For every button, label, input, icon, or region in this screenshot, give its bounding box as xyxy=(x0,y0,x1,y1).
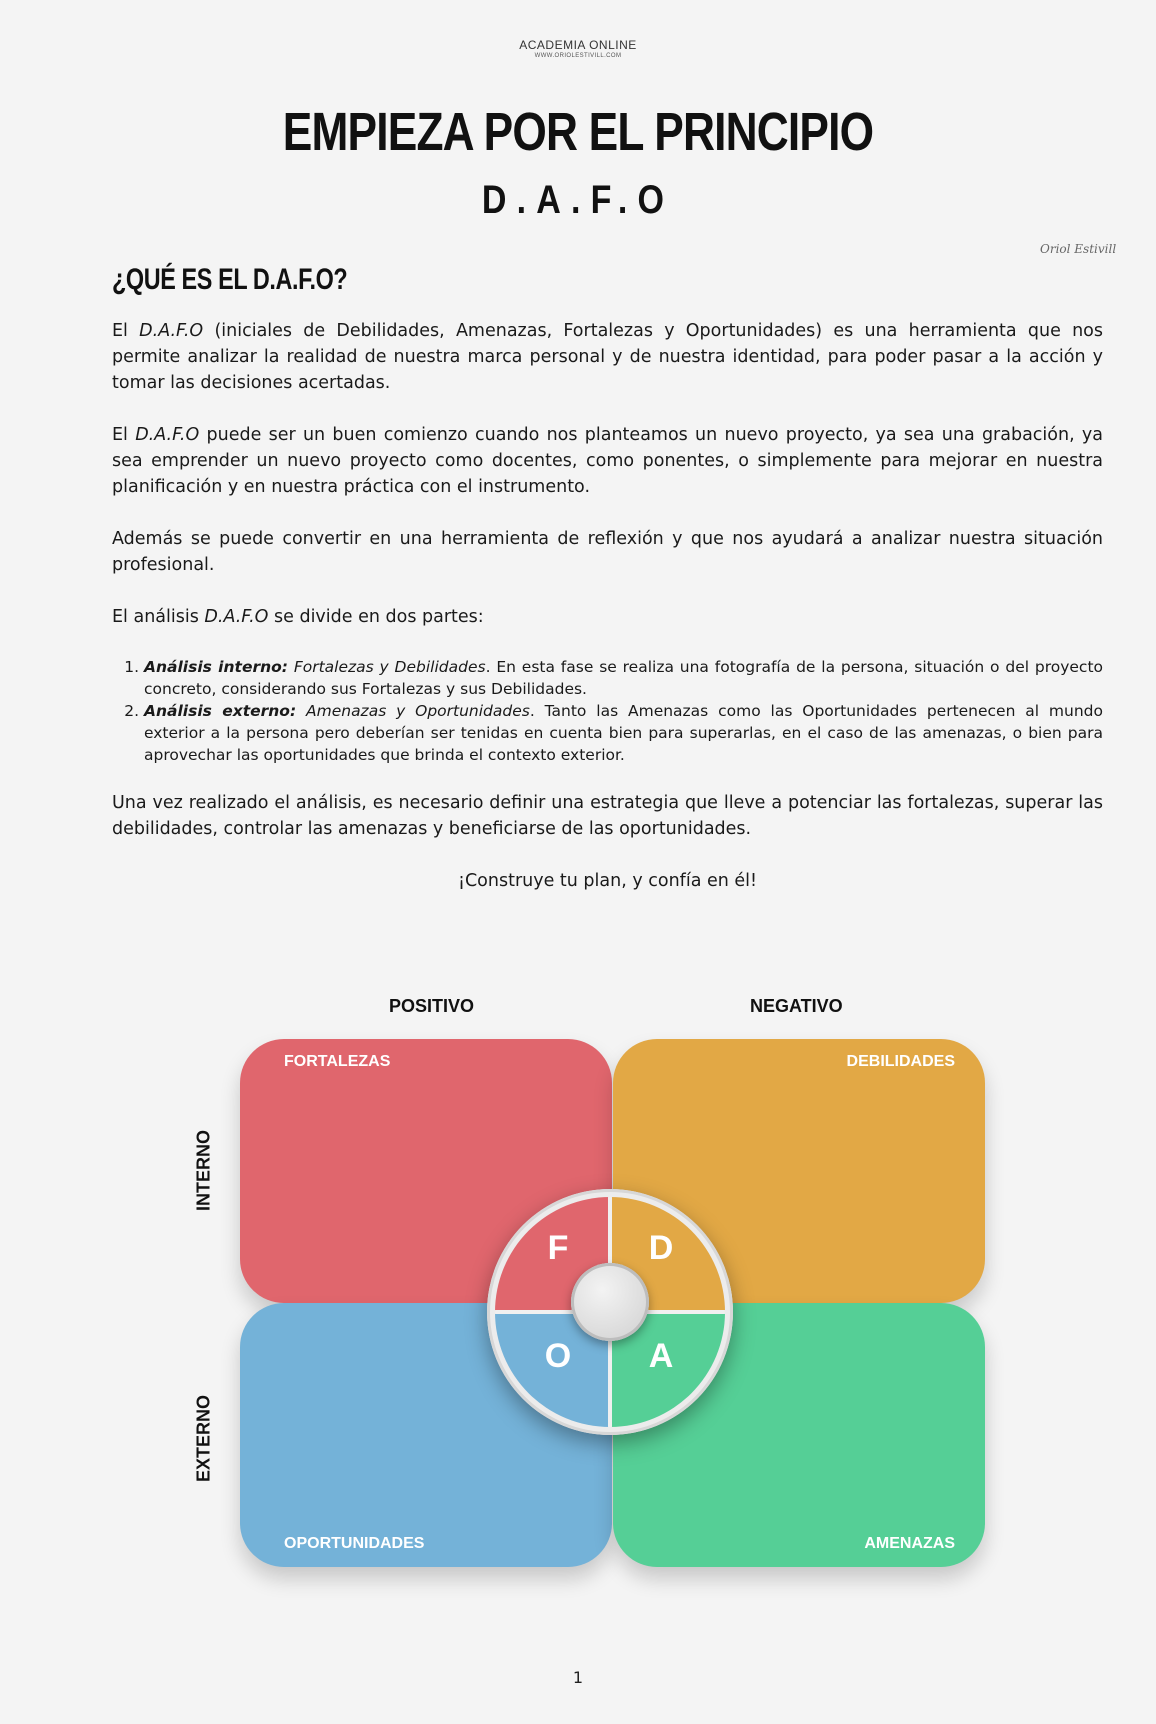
paragraph-reflection: Además se puede convertir en una herramienta de reflexión y que nos ayudará a analizar nuestra situación profesional. xyxy=(112,529,1103,575)
wheel-letter-d: D xyxy=(648,1229,674,1267)
body-text xyxy=(112,318,1103,920)
wheel-letter-o: O xyxy=(544,1337,572,1375)
quadrant-label-strengths: FORTALEZAS xyxy=(284,1053,391,1070)
list-item: 2. Análisis externo: Amenazas y Oportunidades. Tanto las Amenazas como las Oportunidades pertenecen al mundo exterior a la persona pero deberían ser tenidas en cuenta bien para superarlas, en el caso de las amenazas, o bien para aprovechar las oportunidades que brinda el contexto exterior. xyxy=(144,700,1103,766)
paragraph-strategy: Una vez realizado el análisis, es necesario definir una estrategia que lleve a potenciar las fortalezas, superar las debilidades, controlar las amenazas y beneficiarse de las oportunidades. xyxy=(112,793,1103,839)
wheel-hub xyxy=(571,1263,649,1341)
quadrant-label-threats: AMENAZAS xyxy=(864,1535,955,1552)
quadrant-label-weaknesses: DEBILIDADES xyxy=(846,1053,955,1070)
page-title: EMPIEZA POR EL PRINCIPIO xyxy=(282,102,874,162)
brand-url: WWW.ORIOLESTIVILL.COM xyxy=(534,53,622,59)
row-label-external: EXTERNO xyxy=(193,1395,214,1483)
list-item: 1. Análisis interno: Fortalezas y Debilidades. En esta fase se realiza una fotografía de la persona, situación o del proyecto concreto, considerando sus Fortalezas y sus Debilidades. xyxy=(144,656,1103,700)
analysis-list xyxy=(112,656,1103,766)
page-subtitle: D.A.F.O xyxy=(481,178,675,222)
row-label-internal: INTERNO xyxy=(193,1130,214,1211)
brand-name: ACADEMIA ONLINE xyxy=(519,38,637,52)
closing-line: ¡Construye tu plan, y confía en él! xyxy=(457,871,758,891)
page-number: 1 xyxy=(572,1668,584,1687)
brand-logo xyxy=(0,38,1156,59)
column-label-positive: POSITIVO xyxy=(389,996,475,1016)
paragraph-intro: El D.A.F.O (iniciales de Debilidades, Amenazas, Fortalezas y Oportunidades) es una herramienta que nos permite analizar la realidad de nuestra marca personal y de nuestra identidad, para poder pasar a la acción y tomar las decisiones acertadas. xyxy=(112,321,1103,393)
wheel-letter-f: F xyxy=(547,1229,569,1267)
author-signature: Oriol Estivill xyxy=(1040,242,1117,256)
paragraph-uses: El D.A.F.O puede ser un buen comienzo cuando nos planteamos un nuevo proyecto, ya sea una grabación, ya sea emprender un nuevo proyecto como docentes, como ponentes, o simplemente para mejorar en nuestra planificación y en nuestra práctica con el instrumento. xyxy=(112,425,1103,497)
section-heading: ¿QUÉ ES EL D.A.F.O? xyxy=(112,263,348,296)
paragraph-parts: El análisis D.A.F.O se divide en dos partes: xyxy=(112,607,484,627)
wheel-letter-a: A xyxy=(648,1337,674,1375)
quadrant-label-opportunities: OPORTUNIDADES xyxy=(284,1535,425,1552)
column-label-negative: NEGATIVO xyxy=(750,996,843,1016)
